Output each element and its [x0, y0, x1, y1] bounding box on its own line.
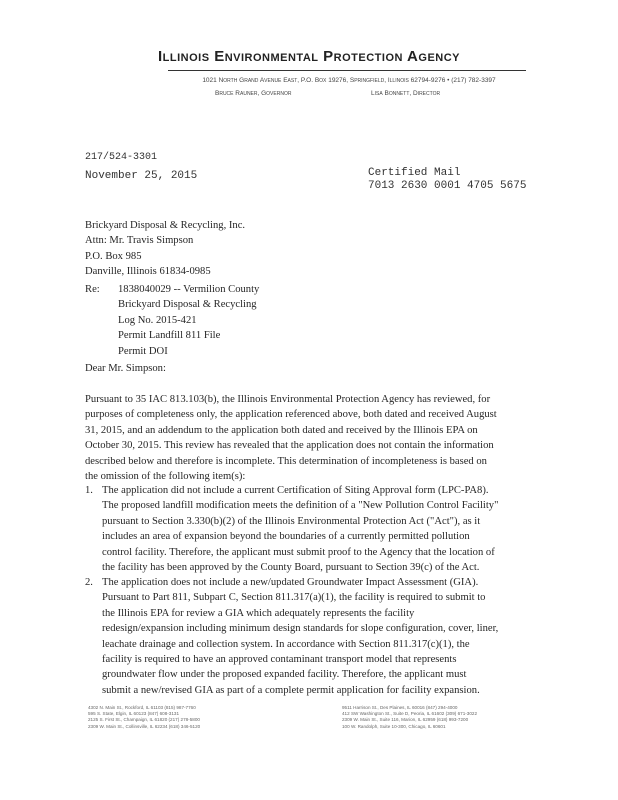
paragraph-line: described below and therefore is incomplete. This determination of incompleteness is based on	[85, 455, 487, 467]
recipient-line: Attn: Mr. Travis Simpson	[85, 235, 194, 247]
item-line: submit a new/revised GIA as part of a complete permit application for facility expansion.	[102, 684, 480, 696]
item-line: groundwater flow under the proposed expanded facility. Therefore, the applicant must	[102, 669, 467, 681]
letterhead-rule	[168, 70, 526, 71]
item-line: facility is required to have an approved contaminant transport model that represents	[102, 654, 457, 666]
recipient-line: Danville, Illinois 61834-0985	[85, 266, 211, 278]
footer-line: 595 S. State, Elgin, IL 60123 (847) 608-3131	[88, 711, 180, 717]
re-line: 1838040029 -- Vermilion County	[118, 284, 260, 295]
omission-item	[102, 483, 498, 575]
item-line: the facility has been approved by the County Board, pursuant to Section 39(c) of the Act.	[102, 562, 480, 574]
paragraph-line: 31, 2015, and an addendum to the application both dated and received by the Illinois EPA on	[85, 424, 478, 436]
certified-mail-label: Certified Mail	[368, 167, 461, 179]
item-line: control facility. Therefore, the applicant must submit proof to the Agency that the location of	[102, 546, 495, 558]
re-line: Log No. 2015-421	[118, 314, 197, 326]
paragraph-line: Pursuant to 35 IAC 813.103(b), the Illinois Environmental Protection Agency has reviewed, for	[85, 394, 491, 405]
recipient-address	[85, 218, 245, 280]
footer-line: 2309 W. Main St., Collinsville, IL 62234 (618) 346-5120	[88, 723, 201, 729]
item-line: includes an area of expansion beyond the boundaries of a currently permitted pollution	[102, 531, 470, 543]
item-number: 2.	[85, 577, 93, 588]
footer-offices-left	[88, 705, 200, 730]
re-line: Permit Landfill 811 File	[118, 330, 221, 342]
omission-item	[102, 575, 498, 698]
item-line: Pursuant to Part 811, Subpart C, Section 811.317(a)(1), the facility is required to submit to	[102, 592, 486, 604]
governor-name: Bruce Rauner, Governor	[215, 90, 292, 97]
footer-line: 9511 Harrison St., Des Plaines, IL 60016 (847) 294-4000	[342, 705, 458, 710]
item-line: pursuant to Section 3.330(b)(2) of the Illinois Environmental Protection Act ("Act"), as it	[102, 515, 481, 527]
re-line: Brickyard Disposal & Recycling	[118, 299, 257, 311]
agency-address: 1021 North Grand Avenue East, P.O. Box 19276, Springfield, Illinois 62794-9276 • (217) 782-3397	[202, 77, 496, 84]
re-label: Re:	[85, 284, 100, 295]
footer-line: 100 W. Randolph, Suite 10-300, Chicago, IL 60601	[342, 723, 446, 729]
item-number: 1.	[85, 485, 93, 496]
salutation: Dear Mr. Simpson:	[85, 363, 166, 374]
item-line: The proposed landfill modification meets the definition of a "New Pollution Control Facility"	[102, 500, 499, 512]
item-line: The application did not include a current Certification of Siting Approval form (LPC-PA8).	[102, 485, 489, 496]
director-name: Lisa Bonnett, Director	[371, 90, 441, 97]
agency-name: Illinois Environmental Protection Agency	[157, 48, 461, 65]
certified-mail-number: 7013 2630 0001 4705 5675	[368, 180, 527, 192]
item-line: the Illinois EPA for review a GIA which adequately represents the facility	[102, 607, 415, 619]
phone-number: 217/524-3301	[85, 152, 158, 163]
intro-paragraph	[85, 392, 497, 484]
item-line: The application does not include a new/updated Groundwater Impact Assessment (GIA).	[102, 577, 479, 588]
re-line: Permit DOI	[118, 345, 168, 357]
footer-line: 2309 W. Main St., Suite 116, Marion, IL 62959 (618) 993-7200	[342, 717, 469, 723]
re-block	[118, 282, 259, 359]
footer-line: 412 SW Washington St., Suite D, Peoria, IL 61602 (309) 671-3022	[342, 711, 477, 717]
paragraph-line: October 30, 2015. This review has revealed that the application does not contain the information	[85, 440, 494, 452]
item-line: leachate drainage and collection system. In accordance with Section 811.317(c)(1), the	[102, 638, 470, 650]
footer-line: 2125 S. First St., Champaign, IL 61820 (217) 278-5800	[88, 717, 200, 723]
item-line: redesign/expansion including minimum design standards for slope configuration, cover, liner,	[102, 623, 499, 635]
footer-offices-right	[342, 705, 477, 730]
letter-date: November 25, 2015	[85, 170, 198, 182]
recipient-line: Brickyard Disposal & Recycling, Inc.	[85, 220, 246, 231]
paragraph-line: the omission of the following item(s):	[85, 471, 246, 483]
recipient-line: P.O. Box 985	[85, 250, 142, 262]
footer-line: 4302 N. Main St., Rockford, IL 61103 (815) 987-7760	[88, 705, 196, 710]
paragraph-line: purposes of completeness only, the application referenced above, both dated and received August	[85, 409, 497, 421]
